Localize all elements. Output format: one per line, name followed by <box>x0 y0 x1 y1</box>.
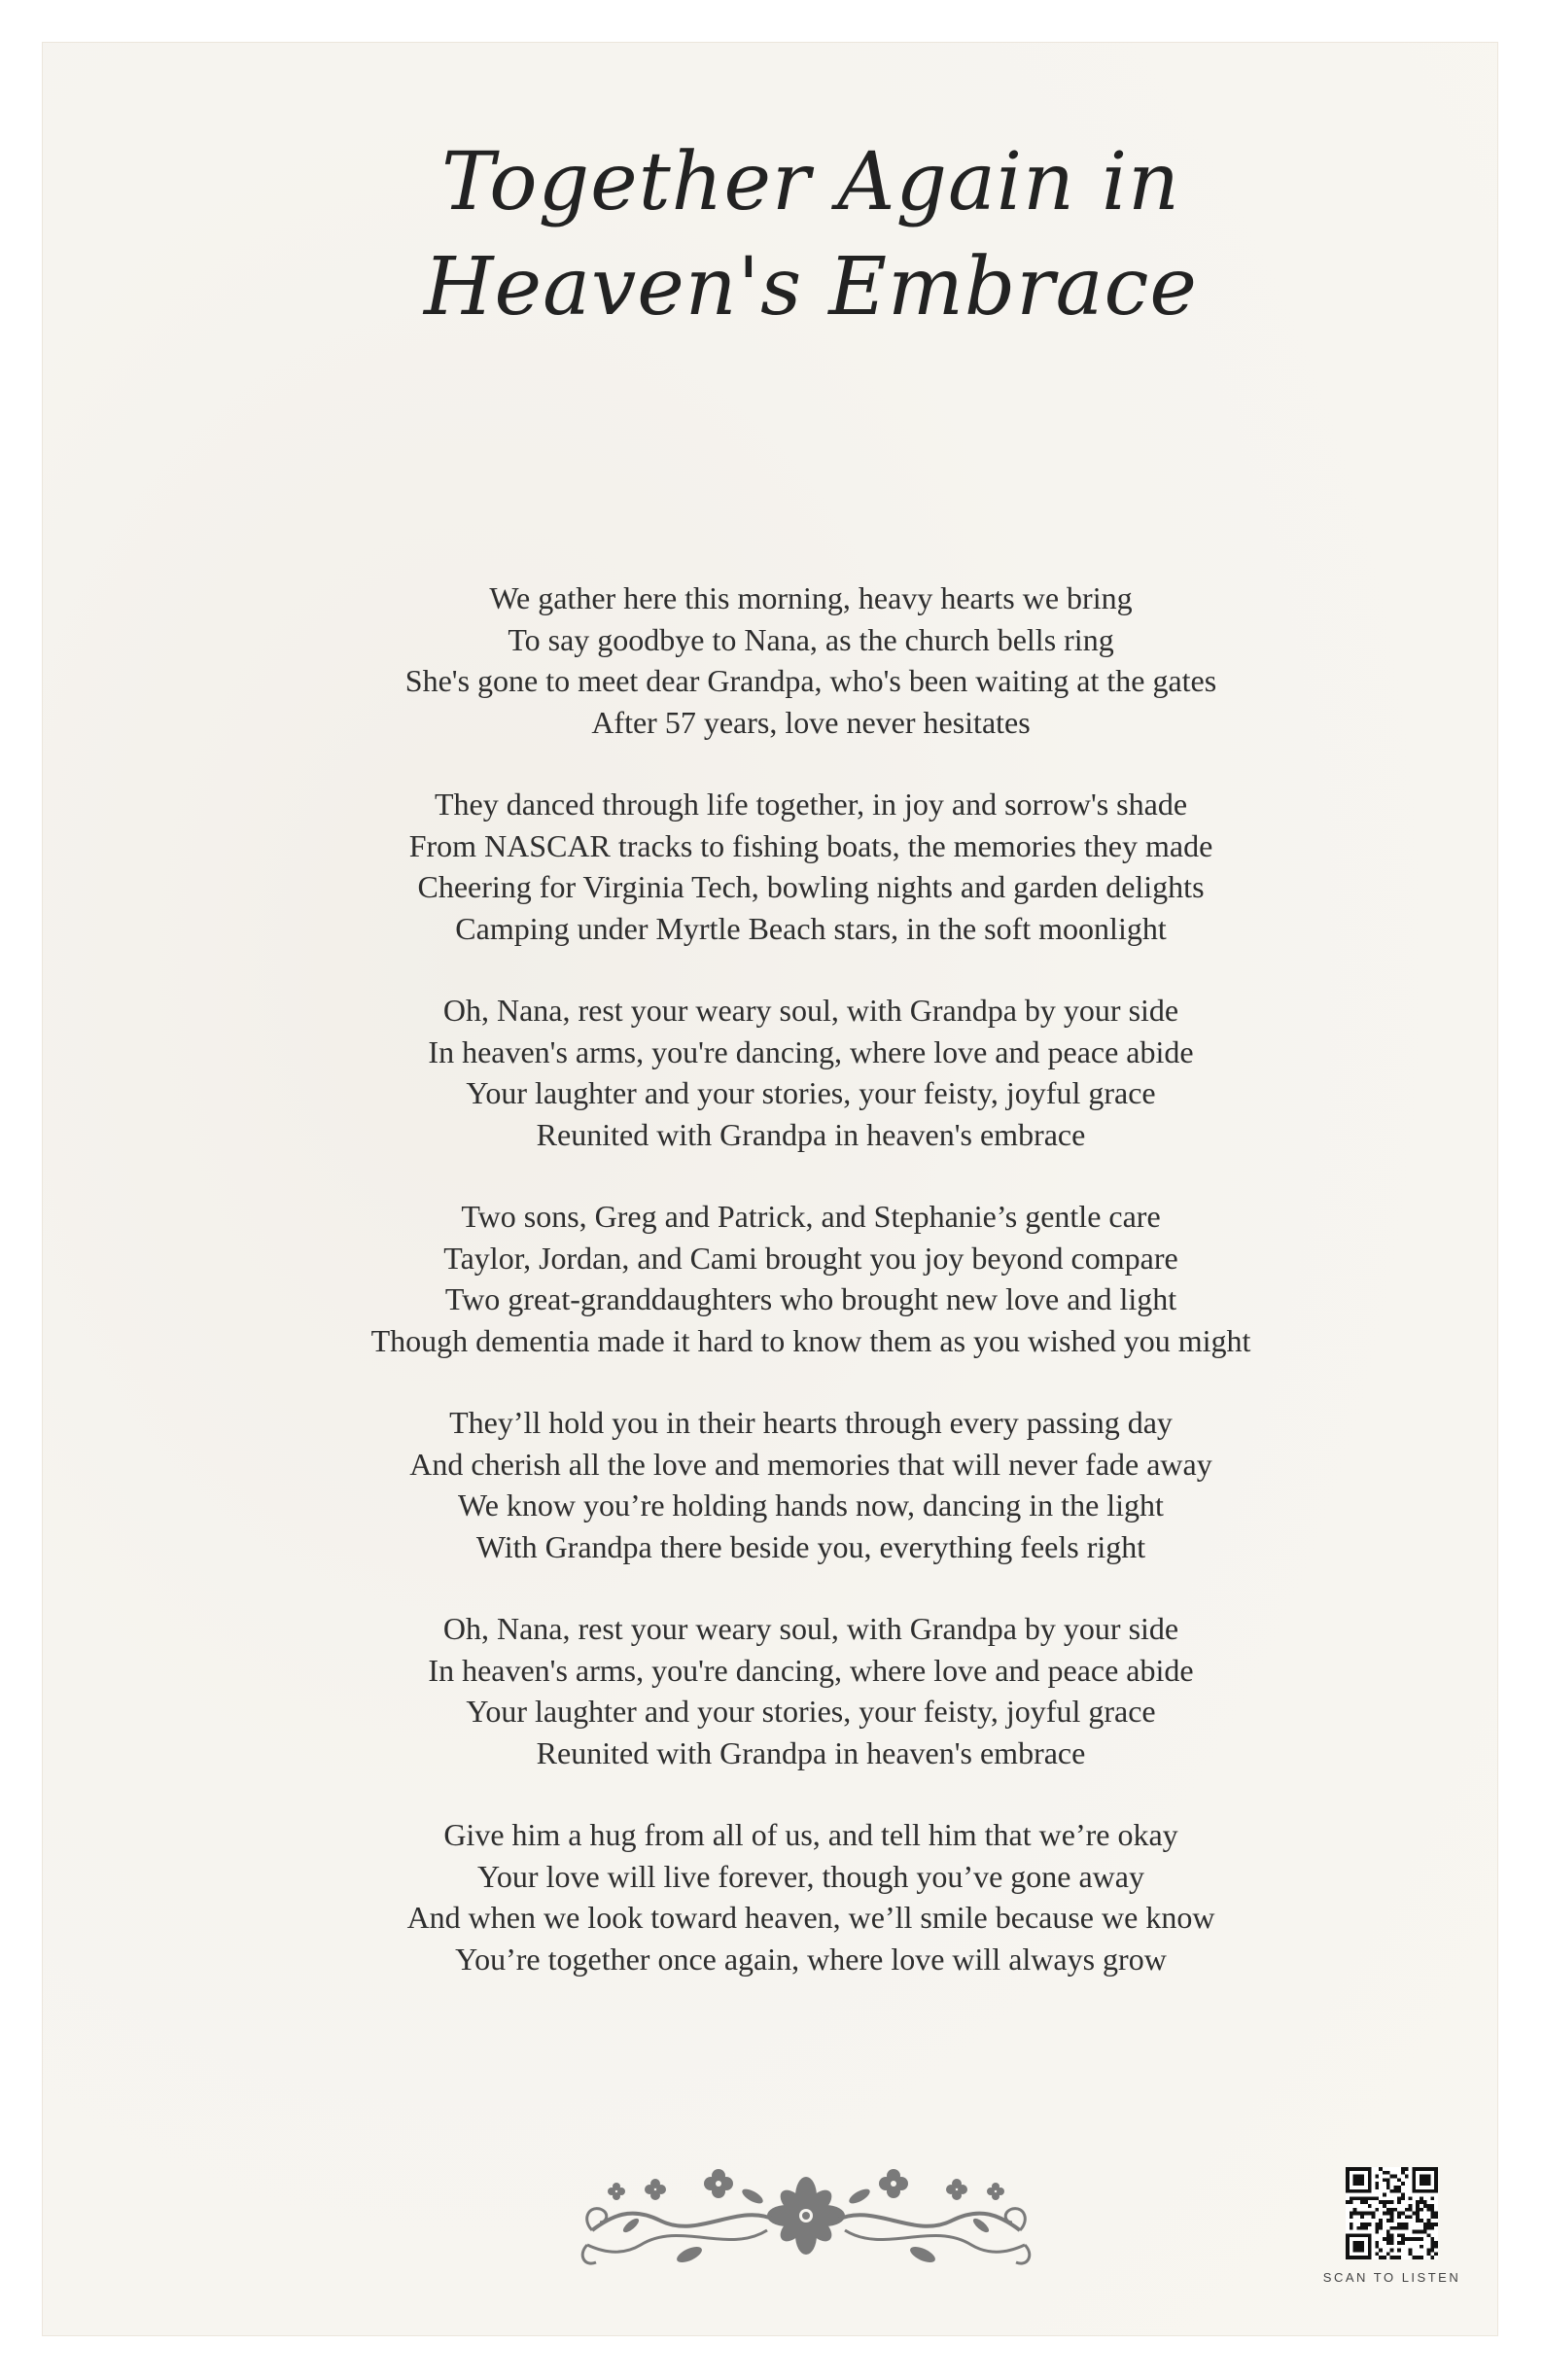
lyric-line: After 57 years, love never hesitates <box>591 704 1031 740</box>
lyric-line: And cherish all the love and memories that will never fade away <box>409 1446 1212 1482</box>
lyric-line: Give him a hug from all of us, and tell him that we’re okay <box>443 1817 1178 1852</box>
lyric-line: You’re together once again, where love will always grow <box>455 1941 1167 1977</box>
poster-page <box>42 42 1498 2336</box>
lyric-line: Reunited with Grandpa in heaven's embrace <box>536 1734 1086 1770</box>
lyric-line: Your laughter and your stories, your feisty, joyful grace <box>466 1075 1156 1110</box>
lyric-line: And when we look toward heaven, we’ll smile because we know <box>406 1900 1215 1935</box>
lyric-line: Camping under Myrtle Beach stars, in the soft moonlight <box>455 910 1167 946</box>
stanza <box>228 784 1394 949</box>
lyric-line: Two sons, Greg and Patrick, and Stephanie’s gentle care <box>461 1199 1161 1234</box>
scan-to-listen-label: SCAN TO LISTEN <box>1322 2270 1461 2285</box>
lyric-line: They’ll hold you in their hearts through every passing day <box>449 1405 1173 1440</box>
lyric-line: In heaven's arms, you're dancing, where love and peace abide <box>428 1033 1194 1069</box>
lyric-line: From NASCAR tracks to fishing boats, the memories they made <box>408 827 1213 863</box>
stanza <box>228 1814 1394 1979</box>
lyric-line: Your laughter and your stories, your feisty, joyful grace <box>466 1694 1156 1729</box>
floral-ornament-icon <box>573 2162 1039 2269</box>
qr-code-icon[interactable] <box>1346 2167 1438 2259</box>
lyric-line: Two great-granddaughters who brought new love and light <box>444 1281 1177 1316</box>
lyric-line: Oh, Nana, rest your weary soul, with Grandpa by your side <box>442 1611 1179 1646</box>
lyric-line: With Grandpa there beside you, everything feels right <box>475 1528 1146 1564</box>
lyric-line: Oh, Nana, rest your weary soul, with Grandpa by your side <box>442 993 1179 1028</box>
lyric-line: To say goodbye to Nana, as the church bells ring <box>508 621 1114 657</box>
lyric-line: Though dementia made it hard to know them as you wished you might <box>370 1322 1251 1358</box>
stanza <box>228 990 1394 1155</box>
lyric-line: They danced through life together, in joy and sorrow's shade <box>434 787 1188 822</box>
lyrics-body <box>228 578 1394 2020</box>
stanza <box>228 578 1394 743</box>
lyric-line: We know you’re holding hands now, dancing in the light <box>458 1488 1164 1522</box>
lyric-line: In heaven's arms, you're dancing, where love and peace abide <box>428 1652 1194 1688</box>
page-title: Together Again in Heaven's Embrace <box>424 136 1198 333</box>
lyric-line: Your love will live forever, though you’ve gone away <box>477 1858 1144 1894</box>
lyric-line: We gather here this morning, heavy hearts we bring <box>489 580 1133 615</box>
stanza <box>228 1608 1394 1773</box>
lyric-line: Cheering for Virginia Tech, bowling nights and garden delights <box>417 869 1205 904</box>
lyric-line: She's gone to meet dear Grandpa, who's been waiting at the gates <box>404 663 1217 698</box>
lyric-line: Taylor, Jordan, and Cami brought you joy beyond compare <box>443 1240 1178 1276</box>
lyric-line: Reunited with Grandpa in heaven's embrace <box>536 1116 1086 1152</box>
stanza <box>228 1196 1394 1361</box>
stanza <box>228 1402 1394 1567</box>
